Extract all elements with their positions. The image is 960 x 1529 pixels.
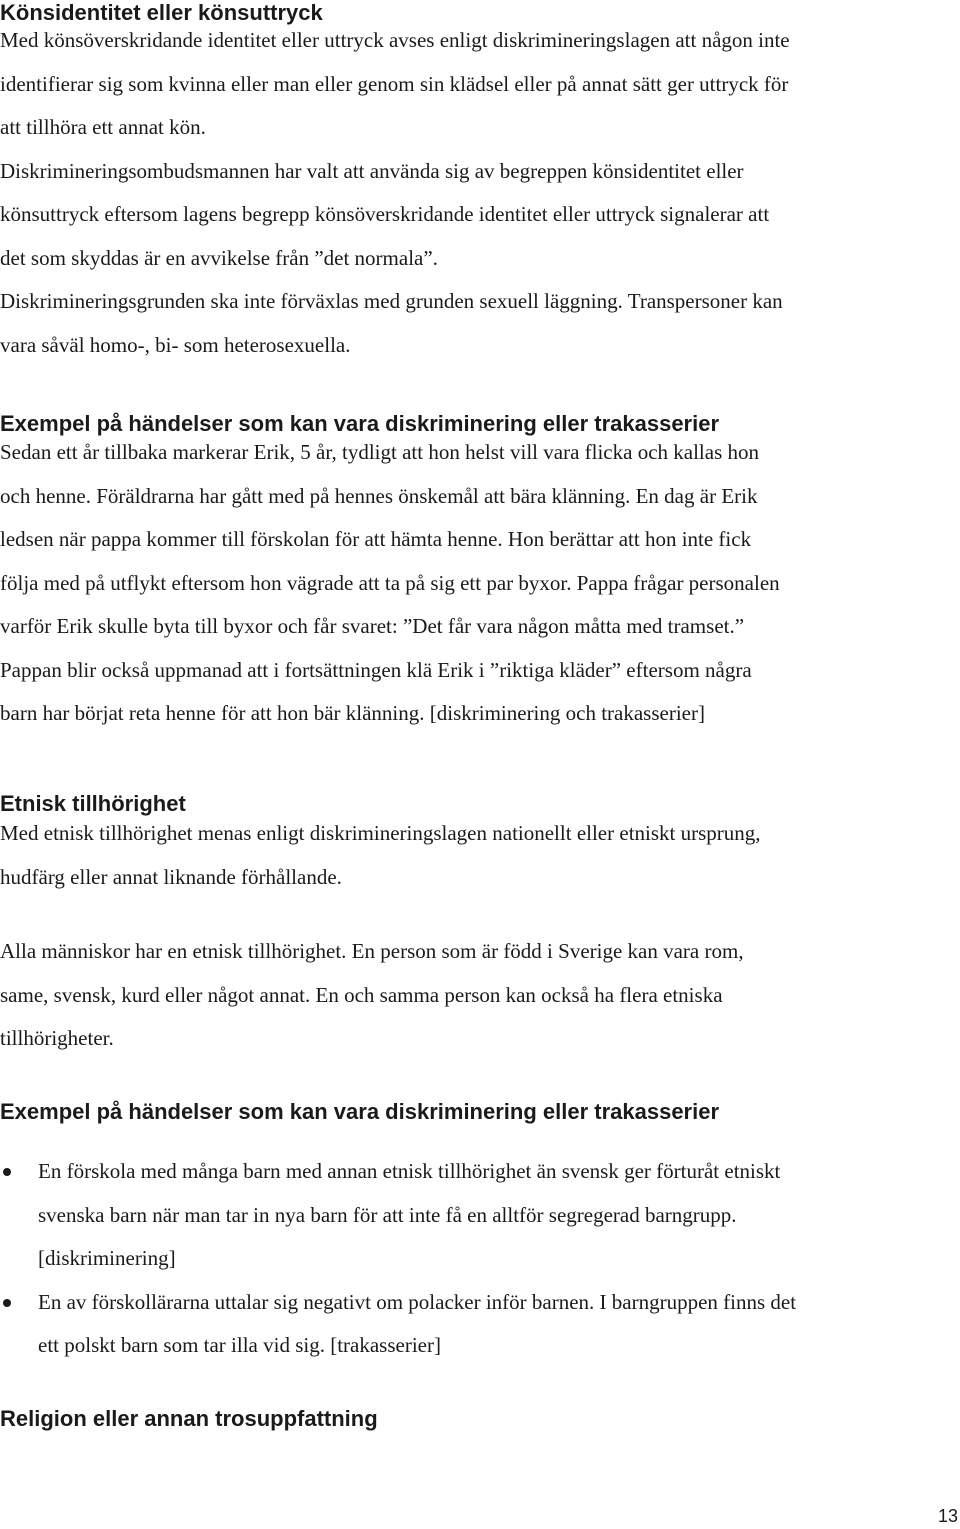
paragraph-line: Sedan ett år tillbaka markerar Erik, 5 år, tydligt att hon helst vill vara flicka och kallas hon: [0, 440, 759, 464]
paragraph-line: hudfärg eller annat liknande förhållande.: [0, 864, 342, 889]
heading-ethnicity: Etnisk tillhörighet: [0, 791, 186, 816]
paragraph-line: att tillhöra ett annat kön.: [0, 115, 206, 139]
paragraph-gender-identity: [0, 19, 960, 367]
paragraph-line: Diskrimineringsombudsmannen har valt att använda sig av begreppen könsidentitet eller: [0, 158, 744, 183]
paragraph-line: varför Erik skulle byta till byxor och får svaret: ”Det får vara någon måtta med tramset.”: [0, 614, 745, 638]
paragraph-gender-examples: [0, 431, 960, 736]
list-item-line: [diskriminering]: [38, 1246, 176, 1270]
paragraph-line: Alla människor har en etnisk tillhörighet. En person som är född i Sverige kan vara rom,: [0, 939, 744, 963]
heading-gender-identity: Könsidentitet eller könsuttryck: [0, 0, 323, 25]
paragraph-line: ledsen när pappa kommer till förskolan för att hämta henne. Hon berättar att hon inte fick: [0, 527, 752, 551]
page-number: 13: [937, 1506, 958, 1526]
list-item: [0, 1281, 960, 1368]
paragraph-ethnicity-2: [0, 930, 960, 1061]
list-item: [0, 1150, 960, 1281]
heading-religion: Religion eller annan trosuppfattning: [0, 1406, 378, 1431]
heading-ethnicity-examples: Exempel på händelser som kan vara diskriminering eller trakasserier: [0, 1099, 720, 1124]
paragraph-line: tillhörigheter.: [0, 1026, 114, 1050]
paragraph-line: och henne. Föräldrarna har gått med på hennes önskemål att bära klänning. En dag är Erik: [0, 483, 758, 508]
paragraph-line: Pappan blir också uppmanad att i fortsättningen klä Erik i ”riktiga kläder” eftersom några: [0, 657, 752, 682]
bullet-icon: [3, 1299, 11, 1307]
paragraph-line: könsuttryck eftersom lagens begrepp könsöverskridande identitet eller uttryck signalerar att: [0, 202, 770, 226]
paragraph-line: följa med på utflykt eftersom hon vägrade att ta på sig ett par byxor. Pappa frågar personalen: [0, 570, 780, 595]
paragraph-line: same, svensk, kurd eller något annat. En och samma person kan också ha flera etniska: [0, 982, 723, 1007]
paragraph-line: Med etnisk tillhörighet menas enligt diskrimineringslagen nationellt eller etniskt ursprung,: [0, 821, 761, 845]
paragraph-line: det som skyddas är en avvikelse från ”det normala”.: [0, 245, 438, 270]
list-item-line: En av förskollärarna uttalar sig negativt om polacker inför barnen. I barngruppen finns det: [38, 1289, 797, 1314]
paragraph-line: vara såväl homo-, bi- som heterosexuella.: [0, 332, 351, 357]
list-item-line: En förskola med många barn med annan etnisk tillhörighet än svensk ger förturåt etniskt: [38, 1159, 781, 1183]
paragraph-line: Med könsöverskridande identitet eller uttryck avses enligt diskrimineringslagen att någon inte: [0, 28, 790, 52]
bullet-list-ethnicity-examples: [0, 1150, 960, 1368]
paragraph-line: barn har börjat reta henne för att hon bär klänning. [diskriminering och trakasserier]: [0, 701, 705, 725]
list-item-line: ett polskt barn som tar illa vid sig. [trakasserier]: [38, 1333, 441, 1357]
list-item-line: svenska barn när man tar in nya barn för att inte få en alltför segregerad barngrupp.: [38, 1202, 737, 1227]
bullet-icon: [3, 1168, 11, 1176]
paragraph-line: identifierar sig som kvinna eller man eller genom sin klädsel eller på annat sätt ger uttryck för: [0, 71, 789, 96]
heading-gender-examples: Exempel på händelser som kan vara diskriminering eller trakasserier: [0, 411, 720, 436]
paragraph-line: Diskrimineringsgrunden ska inte förväxlas med grunden sexuell läggning. Transpersoner kan: [0, 289, 783, 313]
paragraph-ethnicity: [0, 812, 960, 899]
